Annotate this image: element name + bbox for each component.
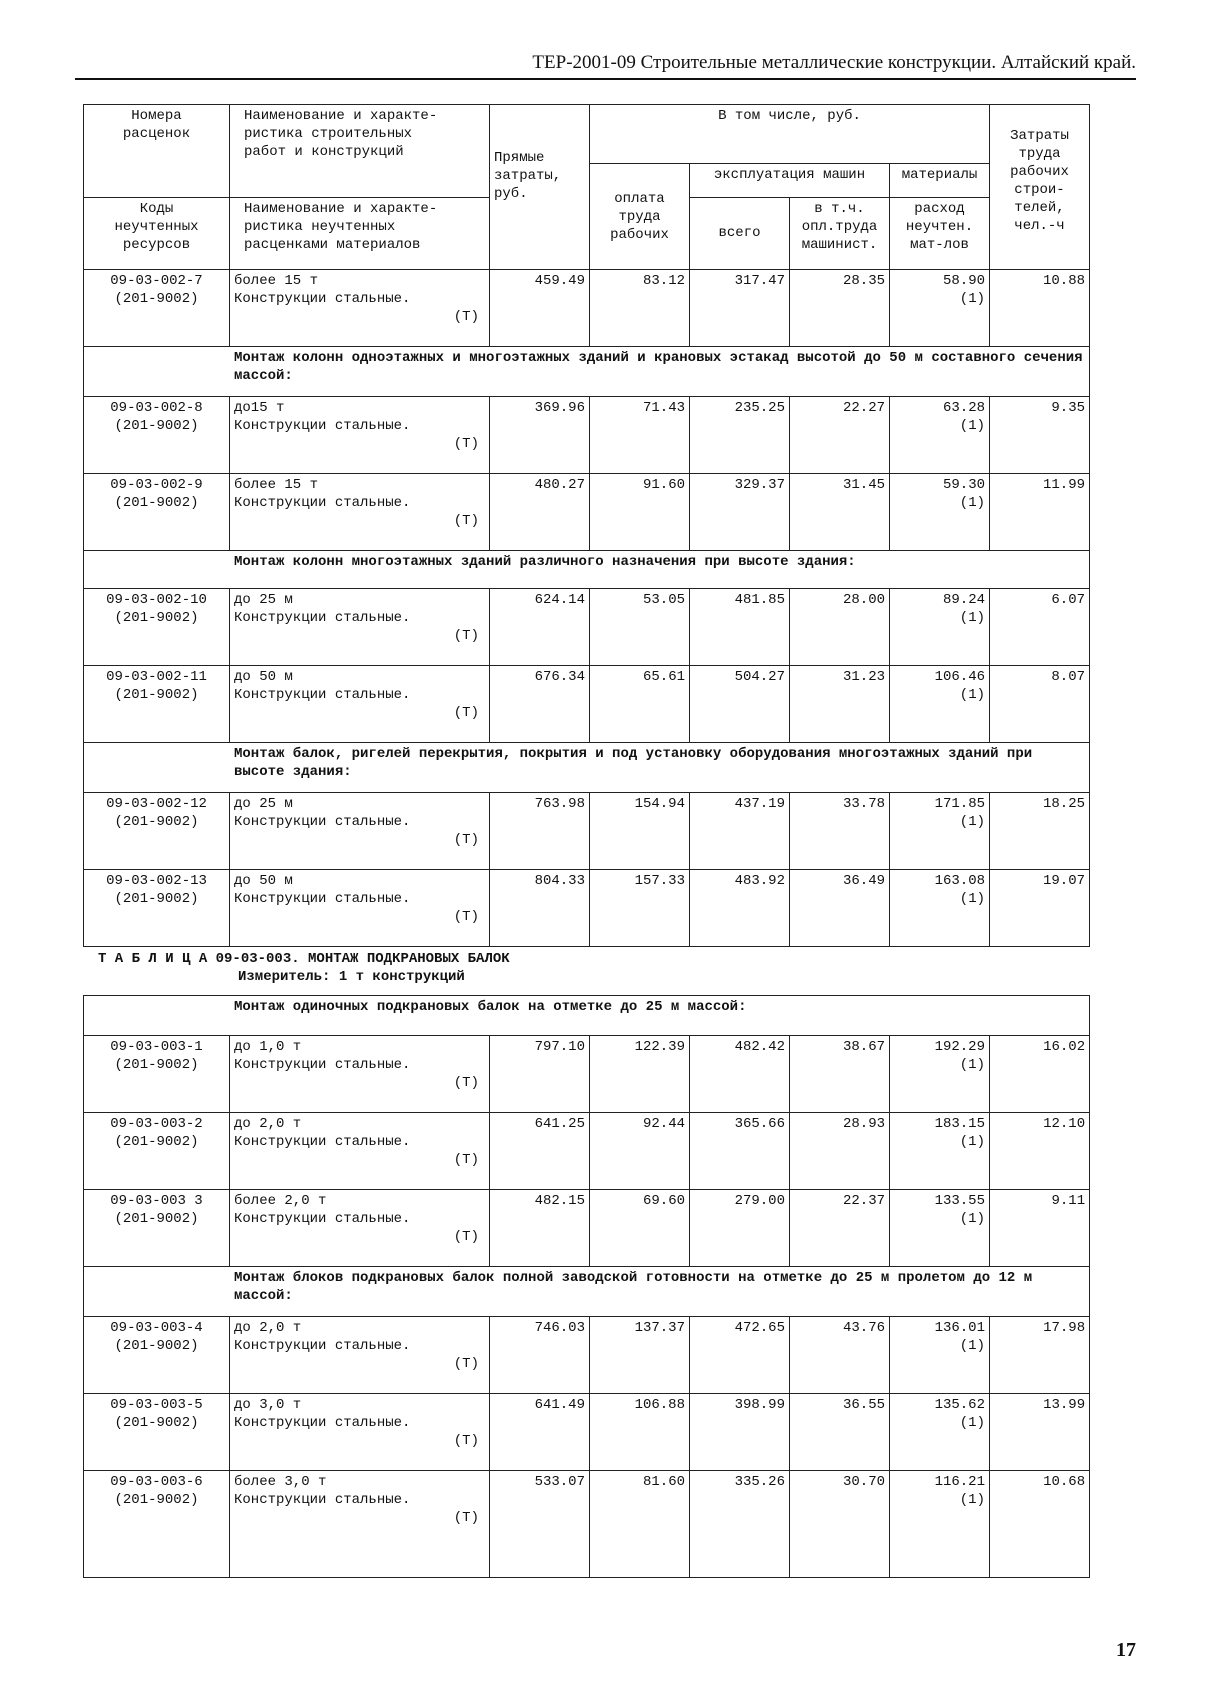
cell-code: 09-03-003-1 (201-9002)	[84, 1036, 230, 1113]
cell-oplata: 154.94	[590, 792, 690, 869]
cell-oplata: 81.60	[590, 1471, 690, 1578]
section-row	[84, 742, 1090, 792]
cell-name: до 25 м Конструкции стальные. (Т)	[230, 792, 490, 869]
col-ekspluataciya: эксплуатация машин	[690, 163, 890, 197]
cell-vsego: 481.85	[690, 588, 790, 665]
table-caption-unit: Измеритель: 1 т конструкций	[238, 969, 465, 985]
page-header: ТЕР-2001-09 Строительные металлические конструкции. Алтайский край.	[75, 52, 1136, 80]
cell-vtch: 36.55	[790, 1394, 890, 1471]
cell-pryamye: 797.10	[490, 1036, 590, 1113]
cell-oplata: 69.60	[590, 1190, 690, 1267]
table-row	[84, 1394, 1090, 1471]
cell-name: до 3,0 т Конструкции стальные. (Т)	[230, 1394, 490, 1471]
cell-vsego: 483.92	[690, 869, 790, 946]
col-vsego: всего	[690, 197, 790, 269]
table-row	[84, 1190, 1090, 1267]
section-row	[84, 996, 1090, 1036]
cell-materialy: 183.15 (1)	[890, 1113, 990, 1190]
cell-materialy: 106.46 (1)	[890, 665, 990, 742]
cell-materialy: 163.08 (1)	[890, 869, 990, 946]
cell-name: более 15 т Конструкции стальные. (Т)	[230, 473, 490, 550]
cell-oplata: 157.33	[590, 869, 690, 946]
cell-name: до 50 м Конструкции стальные. (Т)	[230, 665, 490, 742]
table-row	[84, 869, 1090, 946]
table-row	[84, 1113, 1090, 1190]
cell-oplata: 71.43	[590, 396, 690, 473]
cell-vtch: 30.70	[790, 1471, 890, 1578]
table-body	[84, 996, 1090, 1578]
cell-trud: 12.10	[990, 1113, 1090, 1190]
cell-code: 09-03-003 3 (201-9002)	[84, 1190, 230, 1267]
cell-name: более 2,0 т Конструкции стальные. (Т)	[230, 1190, 490, 1267]
section-row	[84, 346, 1090, 396]
col-nomera-cont	[84, 163, 230, 197]
cell-pryamye: 533.07	[490, 1471, 590, 1578]
cell-trud: 10.88	[990, 269, 1090, 346]
col-naim-1-cont	[230, 163, 490, 197]
cell-code: 09-03-002-8 (201-9002)	[84, 396, 230, 473]
cell-vtch: 43.76	[790, 1317, 890, 1394]
col-zatraty: Затраты труда рабочих строи- телей, чел.-ч	[990, 105, 1090, 270]
table-row	[84, 665, 1090, 742]
cell-code: 09-03-002-12 (201-9002)	[84, 792, 230, 869]
cell-vtch: 33.78	[790, 792, 890, 869]
cell-pryamye: 624.14	[490, 588, 590, 665]
col-naim-2: Наименование и характе- ристика неучтенных расценками материалов	[230, 197, 490, 269]
cell-code: 09-03-003-2 (201-9002)	[84, 1113, 230, 1190]
cell-code: 09-03-002-9 (201-9002)	[84, 473, 230, 550]
cell-materialy: 59.30 (1)	[890, 473, 990, 550]
cell-pryamye: 480.27	[490, 473, 590, 550]
col-nomera: Номера расценок	[84, 105, 230, 164]
cell-name: более 15 т Конструкции стальные. (Т)	[230, 269, 490, 346]
col-pryamye: Прямые затраты, руб.	[490, 105, 590, 270]
cell-vsego: 365.66	[690, 1113, 790, 1190]
cell-code: 09-03-002-10 (201-9002)	[84, 588, 230, 665]
cell-code: 09-03-002-11 (201-9002)	[84, 665, 230, 742]
cell-vsego: 482.42	[690, 1036, 790, 1113]
cell-materialy: 192.29 (1)	[890, 1036, 990, 1113]
section-title: Монтаж блоков подкрановых балок полной заводской готовности на отметке до 25 м пролетом до 12 м массой:	[84, 1267, 1090, 1317]
col-rashod: расход неучтен. мат-лов	[890, 197, 990, 269]
cell-trud: 13.99	[990, 1394, 1090, 1471]
cell-trud: 18.25	[990, 792, 1090, 869]
table-body	[84, 269, 1090, 946]
section-row	[84, 550, 1090, 588]
col-oplata: оплата труда рабочих	[590, 163, 690, 269]
cell-pryamye: 482.15	[490, 1190, 590, 1267]
cell-vsego: 504.27	[690, 665, 790, 742]
table-row	[84, 588, 1090, 665]
cell-vtch: 28.00	[790, 588, 890, 665]
table-row	[84, 473, 1090, 550]
section-title: Монтаж колонн одноэтажных и многоэтажных зданий и крановых эстакад высотой до 50 м составного сечения массой:	[84, 346, 1090, 396]
cell-pryamye: 804.33	[490, 869, 590, 946]
cell-oplata: 137.37	[590, 1317, 690, 1394]
cell-oplata: 83.12	[590, 269, 690, 346]
cell-name: до 25 м Конструкции стальные. (Т)	[230, 588, 490, 665]
col-materialy: материалы	[890, 163, 990, 197]
cell-code: 09-03-003-5 (201-9002)	[84, 1394, 230, 1471]
cell-trud: 9.35	[990, 396, 1090, 473]
cell-vsego: 398.99	[690, 1394, 790, 1471]
section-title: Монтаж балок, ригелей перекрытия, покрытия и под установку оборудования многоэтажных зданий при высоте здания:	[84, 742, 1090, 792]
cell-materialy: 89.24 (1)	[890, 588, 990, 665]
table-row	[84, 792, 1090, 869]
cell-trud: 16.02	[990, 1036, 1090, 1113]
table-caption-title: Т А Б Л И Ц А 09-03-003. МОНТАЖ ПОДКРАНОВЫХ БАЛОК	[98, 951, 510, 967]
cell-name: до 2,0 т Конструкции стальные. (Т)	[230, 1317, 490, 1394]
cell-pryamye: 369.96	[490, 396, 590, 473]
table-row	[84, 396, 1090, 473]
cell-vtch: 31.23	[790, 665, 890, 742]
cell-oplata: 91.60	[590, 473, 690, 550]
cell-trud: 11.99	[990, 473, 1090, 550]
cell-trud: 8.07	[990, 665, 1090, 742]
table-row	[84, 1471, 1090, 1578]
col-v-tom-chisle: В том числе, руб.	[590, 105, 990, 164]
cell-name: до 2,0 т Конструкции стальные. (Т)	[230, 1113, 490, 1190]
section-title: Монтаж одиночных подкрановых балок на отметке до 25 м массой:	[84, 996, 1090, 1036]
cell-trud: 6.07	[990, 588, 1090, 665]
cell-vtch: 28.35	[790, 269, 890, 346]
cell-pryamye: 746.03	[490, 1317, 590, 1394]
cell-name: до15 т Конструкции стальные. (Т)	[230, 396, 490, 473]
pricing-table-2	[83, 995, 1090, 1578]
cell-vtch: 22.27	[790, 396, 890, 473]
table-row	[84, 269, 1090, 346]
cell-code: 09-03-003-6 (201-9002)	[84, 1471, 230, 1578]
cell-materialy: 63.28 (1)	[890, 396, 990, 473]
cell-vtch: 31.45	[790, 473, 890, 550]
cell-oplata: 65.61	[590, 665, 690, 742]
cell-materialy: 133.55 (1)	[890, 1190, 990, 1267]
table-row	[84, 1036, 1090, 1113]
col-vtch: в т.ч. опл.труда машинист.	[790, 197, 890, 269]
cell-trud: 10.68	[990, 1471, 1090, 1578]
cell-trud: 9.11	[990, 1190, 1090, 1267]
table-header	[84, 105, 1090, 270]
cell-code: 09-03-003-4 (201-9002)	[84, 1317, 230, 1394]
cell-pryamye: 641.25	[490, 1113, 590, 1190]
cell-materialy: 136.01 (1)	[890, 1317, 990, 1394]
cell-vsego: 317.47	[690, 269, 790, 346]
section-title: Монтаж колонн многоэтажных зданий различного назначения при высоте здания:	[84, 550, 1090, 588]
cell-vsego: 472.65	[690, 1317, 790, 1394]
cell-materialy: 116.21 (1)	[890, 1471, 990, 1578]
cell-code: 09-03-002-7 (201-9002)	[84, 269, 230, 346]
cell-vsego: 235.25	[690, 396, 790, 473]
table-caption	[98, 950, 510, 986]
cell-trud: 17.98	[990, 1317, 1090, 1394]
cell-name: более 3,0 т Конструкции стальные. (Т)	[230, 1471, 490, 1578]
table-row	[84, 1317, 1090, 1394]
cell-vsego: 335.26	[690, 1471, 790, 1578]
cell-vtch: 22.37	[790, 1190, 890, 1267]
cell-name: до 50 м Конструкции стальные. (Т)	[230, 869, 490, 946]
cell-pryamye: 676.34	[490, 665, 590, 742]
col-kody: Коды неучтенных ресурсов	[84, 197, 230, 269]
cell-oplata: 106.88	[590, 1394, 690, 1471]
cell-vsego: 437.19	[690, 792, 790, 869]
cell-name: до 1,0 т Конструкции стальные. (Т)	[230, 1036, 490, 1113]
cell-vsego: 329.37	[690, 473, 790, 550]
cell-materialy: 171.85 (1)	[890, 792, 990, 869]
cell-pryamye: 459.49	[490, 269, 590, 346]
cell-pryamye: 641.49	[490, 1394, 590, 1471]
cell-oplata: 92.44	[590, 1113, 690, 1190]
section-row	[84, 1267, 1090, 1317]
cell-vsego: 279.00	[690, 1190, 790, 1267]
cell-oplata: 122.39	[590, 1036, 690, 1113]
cell-trud: 19.07	[990, 869, 1090, 946]
cell-vtch: 38.67	[790, 1036, 890, 1113]
col-naim-1: Наименование и характе- ристика строительных работ и конструкций	[230, 105, 490, 164]
cell-vtch: 28.93	[790, 1113, 890, 1190]
cell-pryamye: 763.98	[490, 792, 590, 869]
cell-materialy: 58.90 (1)	[890, 269, 990, 346]
cell-materialy: 135.62 (1)	[890, 1394, 990, 1471]
cell-oplata: 53.05	[590, 588, 690, 665]
page-number: 17	[1116, 1639, 1136, 1661]
cell-code: 09-03-002-13 (201-9002)	[84, 869, 230, 946]
cell-vtch: 36.49	[790, 869, 890, 946]
pricing-table-1	[83, 104, 1090, 947]
